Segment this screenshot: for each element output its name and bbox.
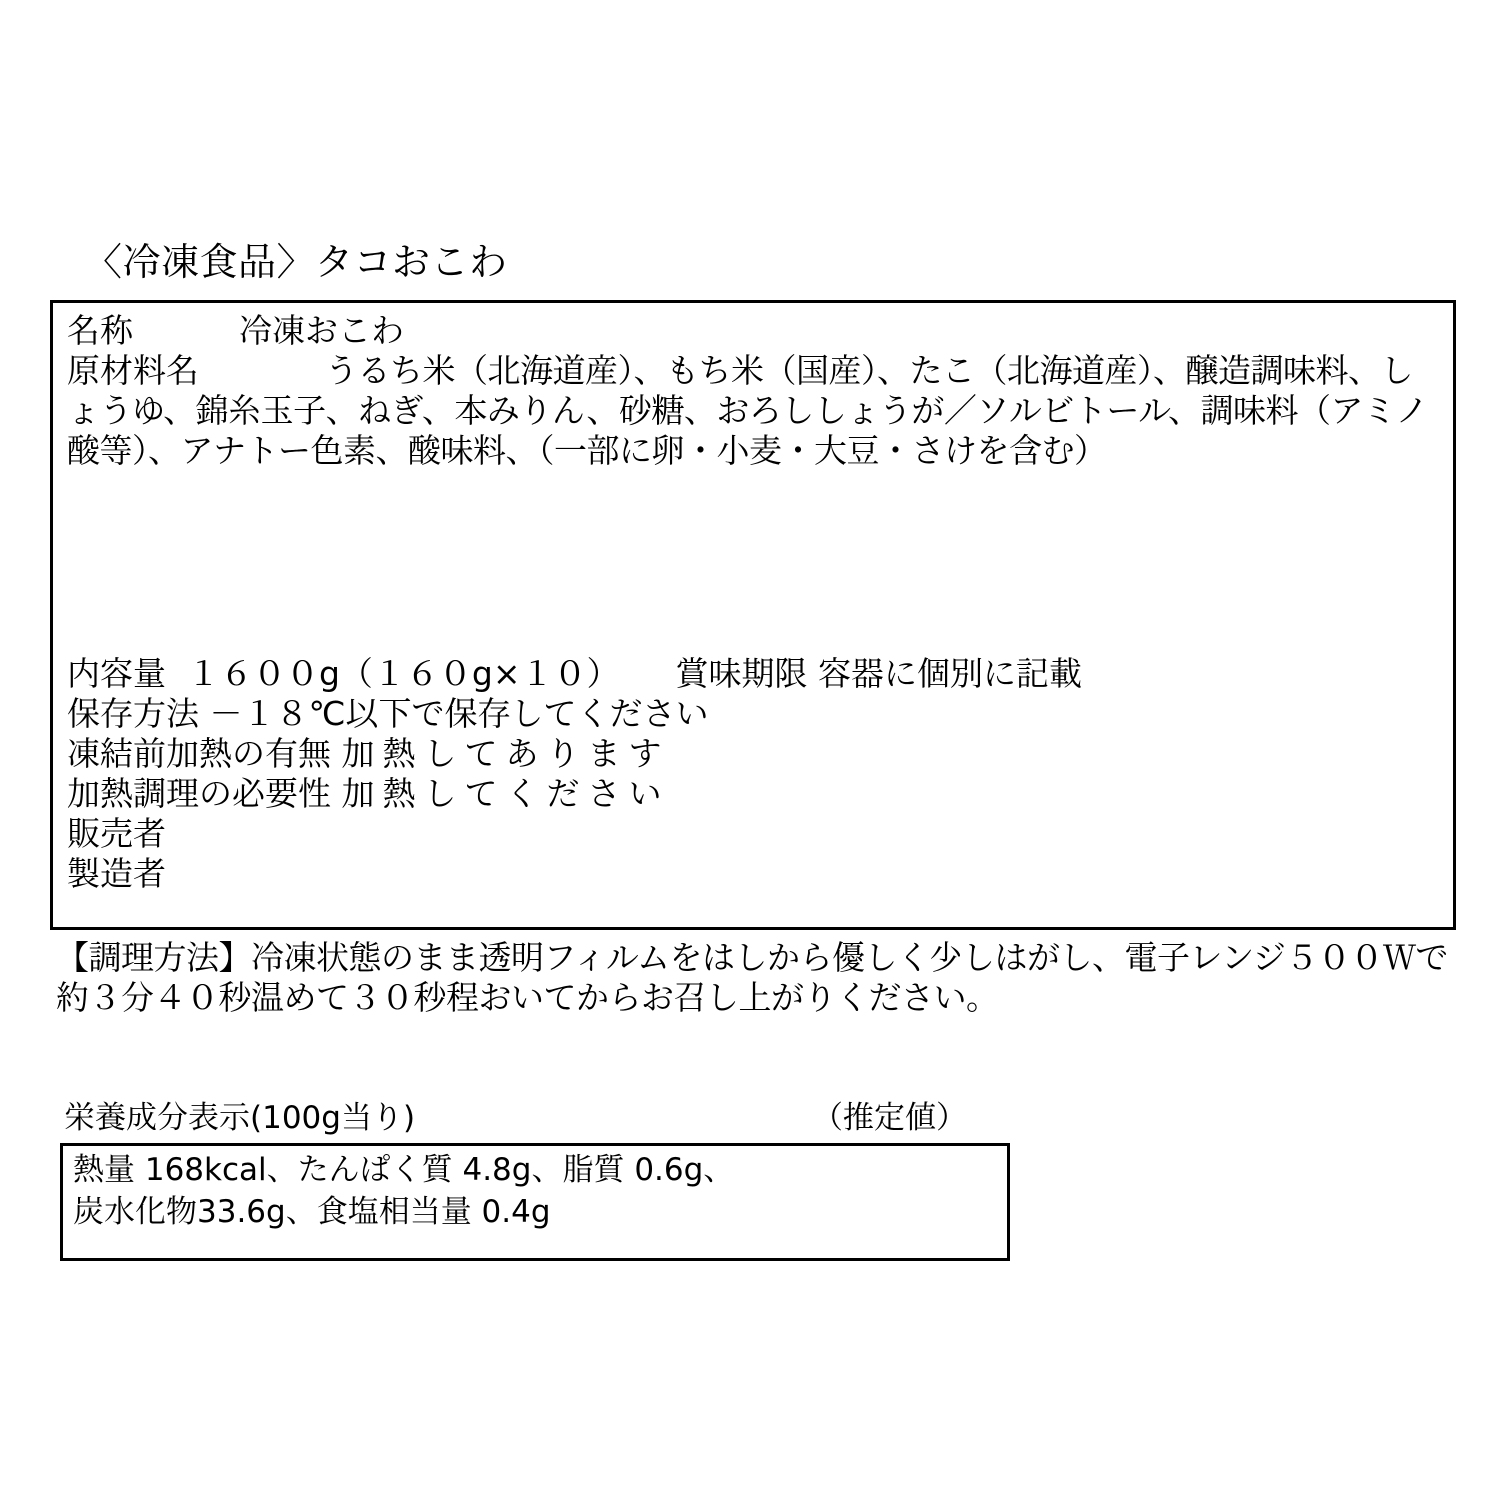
row-cooking-need: [67, 775, 1445, 813]
nutrition-estimate-note: （推定値）: [812, 1100, 967, 1136]
row-manufacturer: [67, 855, 1445, 893]
preheat-value: 加熱してあります: [341, 734, 670, 773]
nutrition-header: [64, 1100, 1024, 1136]
product-info-bottom-section: [67, 655, 1445, 895]
product-info-top-section: [67, 311, 1445, 471]
name-label: 名称: [67, 311, 133, 350]
row-storage: [67, 695, 1445, 733]
nutrition-header-label: 栄養成分表示(100g当り): [64, 1100, 416, 1136]
storage-label: 保存方法: [67, 694, 199, 733]
row-name: [67, 311, 1445, 351]
product-info-table: [50, 300, 1456, 930]
content-label: 内容量: [67, 654, 166, 693]
content-value: １６００g（１６０g×１０）: [186, 654, 620, 693]
row-preheat: [67, 735, 1445, 773]
cooking-need-label: 加熱調理の必要性: [67, 774, 331, 813]
nutrition-line-1: 熱量 168kcal、たんぱく質 4.8g、脂質 0.6g、: [73, 1152, 735, 1188]
best-before-label: 賞味期限: [675, 654, 808, 693]
cooking-need-value: 加熱してください: [341, 774, 670, 813]
row-seller: [67, 815, 1445, 853]
best-before-value: 容器に個別に記載: [818, 654, 1083, 693]
ingredients-value: うるち米（北海道産）、もち米（国産）、たこ（北海道産）、醸造調味料、しょうゆ、錦糸玉子、ねぎ、本みりん、砂糖、おろししょうが／ソルビトール、調味料（アミノ酸等）、アナトー色素、酸味料、（一部に卵・小麦・大豆・さけを含む）: [67, 351, 1429, 470]
cooking-instructions: 【調理方法】冷凍状態のまま透明フィルムをはしから優しく少しはがし、電子レンジ５００Ｗで約３分４０秒温めて３０秒程おいてからお召し上がりください。: [56, 938, 1448, 1017]
ingredients-label: 原材料名: [67, 351, 199, 390]
seller-label: 販売者: [67, 814, 166, 853]
nutrition-table: [60, 1143, 1010, 1261]
storage-value: －１８℃以下で保存してください: [209, 694, 709, 733]
row-content-amount: [67, 655, 1445, 693]
row-ingredients: [67, 351, 1445, 471]
preheat-label: 凍結前加熱の有無: [67, 734, 331, 773]
page-title: 〈冷凍食品〉タコおこわ: [84, 240, 508, 284]
nutrition-line-2: 炭水化物33.6g、食塩相当量 0.4g: [73, 1194, 551, 1230]
name-value: 冷凍おこわ: [239, 311, 404, 350]
manufacturer-label: 製造者: [67, 854, 166, 893]
